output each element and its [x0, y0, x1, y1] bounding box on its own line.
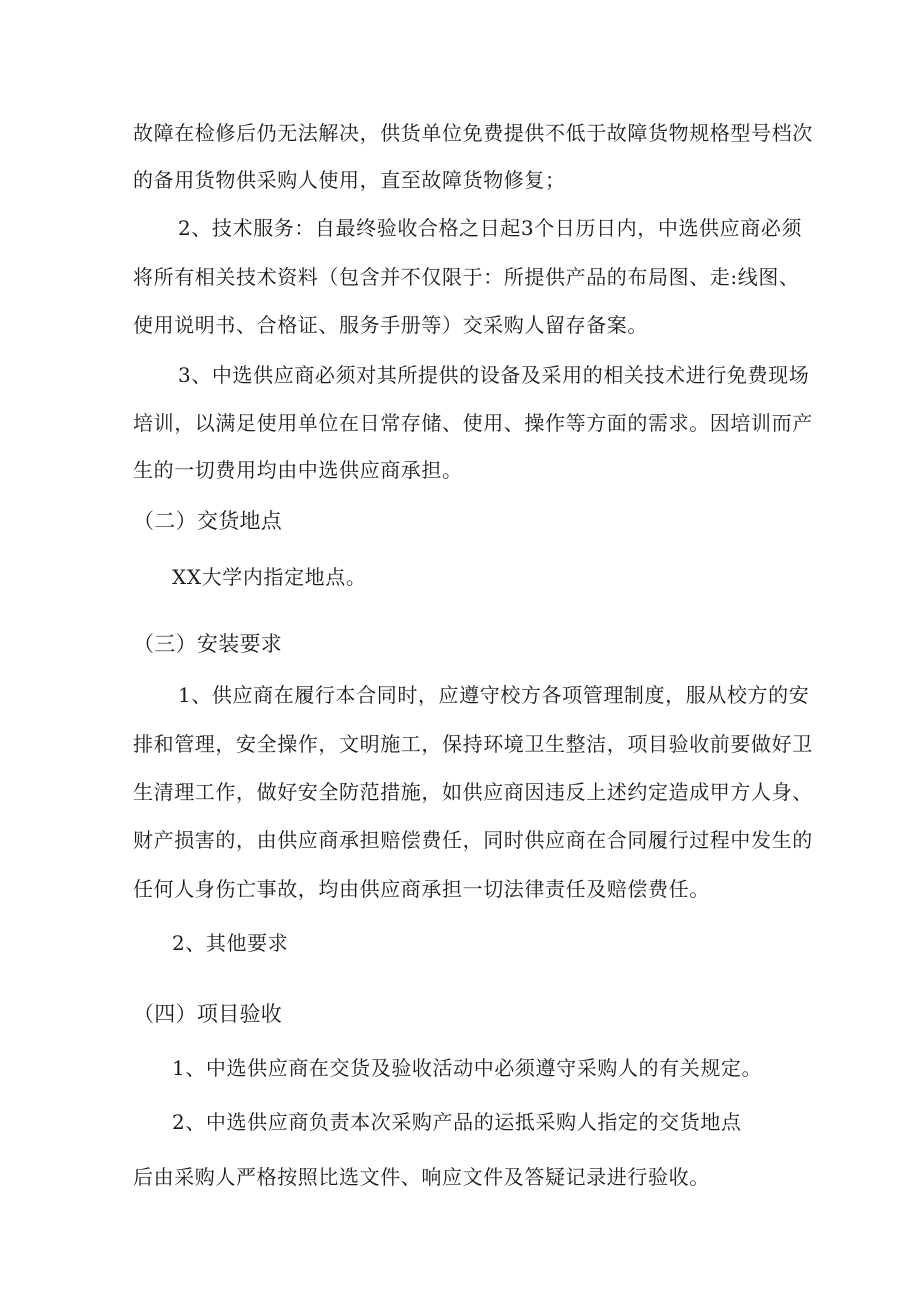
text-line: 使用说明书、合格证、服务手册等）交采购人留存备案。 — [133, 313, 648, 337]
text-line: 1、中选供应商在交货及验收活动中必须遵守采购人的有关规定。 — [172, 1056, 763, 1080]
text-line: 的备用货物供采购人使用，直至故障货物修复； — [133, 168, 566, 192]
text-line: 生清理工作，做好安全防范措施，如供应商因违反上述约定造成甲方人身、 — [133, 780, 813, 804]
text-line: 生的一切费用均由中选供应商承担。 — [133, 458, 463, 482]
text-line: 后由采购人严格按照比选文件、响应文件及答疑记录进行验收。 — [133, 1165, 710, 1189]
text-line: 财产损害的，由供应商承担赔偿费任，同时供应商在合同履行过程中发生的 — [133, 828, 813, 852]
text-line: 3、中选供应商必须对其所提供的设备及采用的相关技术进行免费现场 — [178, 363, 810, 387]
text-line: 2、技术服务：自最终验收合格之日起3个日历日内，中选供应商必须 — [178, 216, 803, 240]
section-heading: （二）交货地点 — [133, 509, 283, 533]
text-line: 排和管理，安全操作，文明施工，保持环境卫生整洁，项目验收前要做好卫 — [133, 732, 813, 756]
text-line: 1、供应商在履行本合同时，应遵守校方各项管理制度，服从校方的安 — [178, 683, 810, 707]
text-line: 故障在检修后仍无法解决，供货单位免费提供不低于故障货物规格型号档次 — [133, 121, 813, 145]
text-line: 培训，以满足使用单位在日常存储、使用、操作等方面的需求。因培训而产 — [133, 411, 813, 435]
section-heading: （三）安装要求 — [133, 632, 283, 656]
text-line: 将所有相关技术资料（包含并不仅限于：所提供产品的布局图、走:线图、 — [133, 265, 800, 289]
text-line: 任何人身伤亡事故，均由供应商承担一切法律责任及赔偿费任。 — [133, 877, 710, 901]
text-line: 2、其他要求 — [172, 931, 289, 955]
text-line: XX大学内指定地点。 — [172, 565, 367, 589]
section-heading: （四）项目验收 — [133, 1002, 283, 1026]
text-line: 2、中选供应商负责本次采购产品的运抵采购人指定的交货地点 — [172, 1110, 742, 1134]
